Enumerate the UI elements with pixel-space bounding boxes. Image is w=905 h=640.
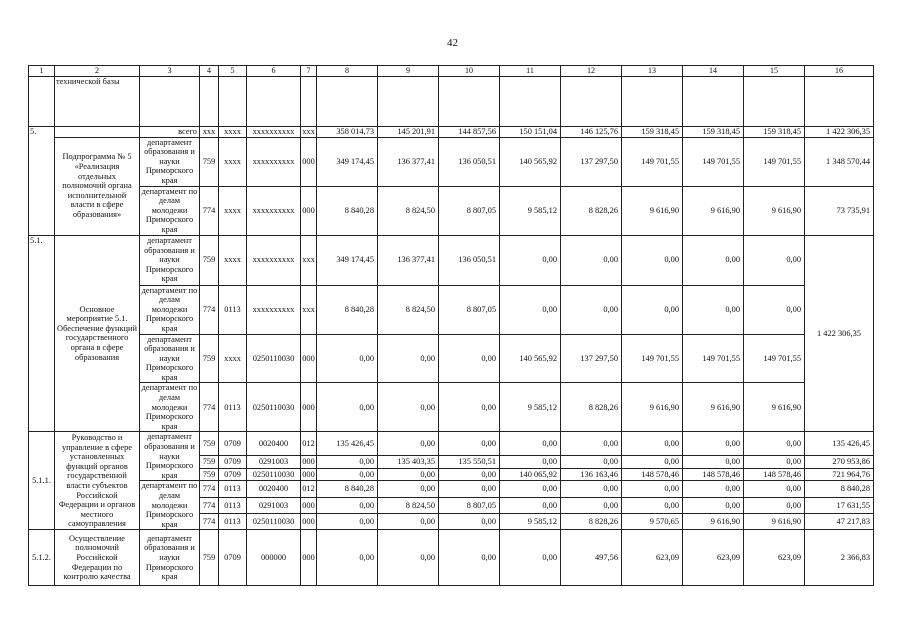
value-cell: 000 [301, 468, 317, 481]
table-row [29, 186, 874, 235]
value-cell: 9 616,90 [744, 514, 805, 530]
value-cell: xxxx [219, 127, 247, 138]
empty-cell [247, 77, 301, 127]
value-cell: 8 807,05 [439, 497, 500, 513]
value-cell: 146 125,76 [561, 127, 622, 138]
value-cell: 136 377,41 [378, 137, 439, 186]
value-cell: 135 403,35 [378, 455, 439, 468]
value-cell: 0,00 [317, 334, 378, 383]
empty-cell [805, 77, 874, 127]
value-cell: 0,00 [500, 285, 561, 334]
value-cell: 0,00 [317, 383, 378, 432]
value-cell: 0,00 [683, 455, 744, 468]
value-cell: 0,00 [561, 481, 622, 497]
value-cell: 0291003 [247, 455, 301, 468]
column-header: 7 [301, 66, 317, 77]
value-cell: 0,00 [439, 514, 500, 530]
value-cell: 9 585,12 [500, 186, 561, 235]
value-cell: 0,00 [439, 481, 500, 497]
value-cell: 0,00 [622, 285, 683, 334]
value-cell: 0020400 [247, 432, 301, 455]
table-row [29, 383, 874, 432]
value-cell: 0113 [219, 285, 247, 334]
value-cell: 145 201,91 [378, 127, 439, 138]
column-header: 6 [247, 66, 301, 77]
value-cell: 774 [200, 383, 219, 432]
table-row [29, 481, 874, 497]
table-row [29, 432, 874, 455]
value-cell: 140 565,92 [500, 334, 561, 383]
value-cell: 0113 [219, 383, 247, 432]
department-cell: департамент по делам молодежи Приморского края [140, 383, 200, 432]
value-cell: 136 377,41 [378, 235, 439, 285]
row-number: 5.1.1. [29, 432, 55, 530]
empty-cell [622, 77, 683, 127]
value-cell: 8 828,26 [561, 514, 622, 530]
value-cell: 137 297,50 [561, 137, 622, 186]
value-cell: 8 840,28 [317, 481, 378, 497]
value-cell: 9 616,90 [622, 186, 683, 235]
value-cell: 358 014,73 [317, 127, 378, 138]
value-cell: 149 701,55 [683, 334, 744, 383]
value-cell: 135 426,45 [317, 432, 378, 455]
value-cell: 0,00 [317, 497, 378, 513]
value-cell: 149 701,55 [744, 334, 805, 383]
column-header: 14 [683, 66, 744, 77]
value-cell: 0709 [219, 432, 247, 455]
column-header: 13 [622, 66, 683, 77]
value-cell: 17 631,55 [805, 497, 874, 513]
department-cell: департамент по делам молодежи Приморского края [140, 481, 200, 530]
value-cell: 137 297,50 [561, 334, 622, 383]
value-cell: 774 [200, 186, 219, 235]
column-header: 16 [805, 66, 874, 77]
budget-table [28, 65, 874, 586]
empty-cell [683, 77, 744, 127]
value-cell: 148 578,46 [622, 468, 683, 481]
empty-cell [561, 77, 622, 127]
value-cell: 9 585,12 [500, 383, 561, 432]
value-cell: 0,00 [561, 432, 622, 455]
value-cell: 9 616,90 [683, 383, 744, 432]
value-cell: 8 828,26 [561, 186, 622, 235]
value-cell: xxx [200, 127, 219, 138]
value-cell: 149 701,55 [683, 137, 744, 186]
value-cell: 150 151,04 [500, 127, 561, 138]
value-cell: 2 366,83 [805, 530, 874, 586]
value-cell: xxxxxxxxxx [247, 186, 301, 235]
value-cell: 140 065,92 [500, 468, 561, 481]
value-cell: 73 735,91 [805, 186, 874, 235]
value-cell: 148 578,46 [683, 468, 744, 481]
value-cell: 0,00 [500, 481, 561, 497]
row-name: Подпрограмма № 5 «Реализация отдельных полномочий органа исполнительной власти в сфере образования» [55, 137, 140, 235]
value-cell: 0020400 [247, 481, 301, 497]
value-cell: 136 050,51 [439, 137, 500, 186]
value-cell: 000000 [247, 530, 301, 586]
value-cell: 1 422 306,35 [805, 127, 874, 138]
value-cell: 135 426,45 [805, 432, 874, 455]
value-cell: 012 [301, 481, 317, 497]
value-cell: 149 701,55 [744, 137, 805, 186]
value-cell: 623,09 [622, 530, 683, 586]
value-cell: 149 701,55 [622, 137, 683, 186]
value-cell: 759 [200, 530, 219, 586]
table-row [29, 127, 874, 138]
value-cell: xxxxxxxxxx [247, 137, 301, 186]
value-cell: 0709 [219, 468, 247, 481]
total-label: всего [140, 127, 200, 138]
value-cell: 0,00 [378, 383, 439, 432]
continuation-row [29, 77, 874, 127]
value-cell: 497,56 [561, 530, 622, 586]
value-cell: 000 [301, 497, 317, 513]
row-number: 5.1.2. [29, 530, 55, 586]
value-cell: 9 616,90 [744, 383, 805, 432]
value-cell: 0,00 [317, 530, 378, 586]
value-cell: 000 [301, 137, 317, 186]
row-name: Руководство и управление в сфере установленных функций органов государственной власти субъектов Российской Федерации и органов местного самоуправления [55, 432, 140, 530]
value-cell: 0,00 [439, 334, 500, 383]
page-number: 42 [447, 37, 458, 49]
value-cell: 0,00 [622, 497, 683, 513]
value-cell: 0,00 [500, 235, 561, 285]
value-cell: 0,00 [439, 468, 500, 481]
value-cell: 0,00 [744, 455, 805, 468]
value-cell: 0,00 [683, 235, 744, 285]
value-cell: xxxx [219, 235, 247, 285]
value-cell: 0,00 [439, 432, 500, 455]
value-cell: 149 701,55 [622, 334, 683, 383]
value-cell: 774 [200, 514, 219, 530]
value-cell: 144 857,56 [439, 127, 500, 138]
value-cell: 8 828,26 [561, 383, 622, 432]
value-cell: 000 [301, 455, 317, 468]
value-cell: 0113 [219, 481, 247, 497]
column-header: 11 [500, 66, 561, 77]
table-row [29, 235, 874, 285]
value-cell: 774 [200, 497, 219, 513]
column-header: 3 [140, 66, 200, 77]
department-cell: департамент по делам молодежи Приморского края [140, 285, 200, 334]
value-cell: 623,09 [744, 530, 805, 586]
value-cell: 0,00 [500, 432, 561, 455]
value-cell: 0,00 [744, 235, 805, 285]
value-cell: 0250110030 [247, 334, 301, 383]
department-cell: департамент образования и науки Приморского края [140, 137, 200, 186]
department-cell: департамент образования и науки Приморского края [140, 432, 200, 481]
value-cell: 0250110030 [247, 514, 301, 530]
empty-cell [140, 77, 200, 127]
empty-cell [200, 77, 219, 127]
value-cell: 0,00 [744, 481, 805, 497]
column-header: 9 [378, 66, 439, 77]
value-cell: xxxxxxxxxx [247, 235, 301, 285]
value-cell: 0113 [219, 514, 247, 530]
department-cell: департамент образования и науки Приморского края [140, 530, 200, 586]
value-cell: 0113 [219, 497, 247, 513]
value-cell: 000 [301, 530, 317, 586]
value-cell: 0,00 [500, 497, 561, 513]
value-cell: 0,00 [744, 497, 805, 513]
value-cell: 9 585,12 [500, 514, 561, 530]
column-header: 10 [439, 66, 500, 77]
value-cell: 0,00 [500, 530, 561, 586]
value-cell: 774 [200, 481, 219, 497]
value-cell: 8 840,28 [317, 285, 378, 334]
value-cell: 000 [301, 334, 317, 383]
value-cell: 0,00 [622, 235, 683, 285]
value-cell: 0,00 [317, 514, 378, 530]
value-cell: 759 [200, 468, 219, 481]
column-header: 1 [29, 66, 55, 77]
department-cell: департамент по делам молодежи Приморского края [140, 186, 200, 235]
value-cell: 0,00 [622, 432, 683, 455]
value-cell: 0250110030 [247, 383, 301, 432]
value-cell: 759 [200, 432, 219, 455]
table-row [29, 530, 874, 586]
value-cell: 000 [301, 383, 317, 432]
value-cell: 159 318,45 [744, 127, 805, 138]
value-cell: 0,00 [561, 455, 622, 468]
column-header: 2 [55, 66, 140, 77]
column-header: 12 [561, 66, 622, 77]
department-cell: департамент образования и науки Приморского края [140, 235, 200, 285]
value-cell: 0,00 [744, 285, 805, 334]
table-row [29, 334, 874, 383]
value-cell: 136 050,51 [439, 235, 500, 285]
value-cell: 8 840,28 [317, 186, 378, 235]
value-cell: xxxx [219, 137, 247, 186]
value-cell: 0,00 [683, 432, 744, 455]
empty-cell [744, 77, 805, 127]
value-cell: 0,00 [317, 455, 378, 468]
value-cell: 759 [200, 334, 219, 383]
value-cell: 774 [200, 285, 219, 334]
value-cell: 8 807,05 [439, 285, 500, 334]
column-header: 8 [317, 66, 378, 77]
value-cell: 8 807,05 [439, 186, 500, 235]
value-cell: 0,00 [378, 432, 439, 455]
value-cell: 159 318,45 [683, 127, 744, 138]
table-row [29, 137, 874, 186]
row-name: Основное мероприятие 5.1. Обеспечение функций государственного органа в сфере образования [55, 235, 140, 432]
value-cell: 0,00 [378, 334, 439, 383]
value-cell: 159 318,45 [622, 127, 683, 138]
value-cell: 270 953,86 [805, 455, 874, 468]
value-cell: 000 [301, 186, 317, 235]
row-number: 5.1. [29, 235, 55, 432]
value-cell: 623,09 [683, 530, 744, 586]
empty-cell [317, 77, 378, 127]
value-cell: xxxxxxxxxx [247, 127, 301, 138]
value-cell: 0,00 [439, 383, 500, 432]
value-cell: 759 [200, 137, 219, 186]
value-cell: 135 550,51 [439, 455, 500, 468]
value-cell: 9 570,65 [622, 514, 683, 530]
value-cell: 8 824,50 [378, 285, 439, 334]
header-row [29, 66, 874, 77]
value-cell: 0,00 [500, 455, 561, 468]
column-header: 4 [200, 66, 219, 77]
value-cell: 0,00 [561, 235, 622, 285]
department-cell: департамент образования и науки Приморского края [140, 334, 200, 383]
value-cell: xxx [301, 235, 317, 285]
empty-cell [29, 77, 55, 127]
value-cell: xxxx [219, 186, 247, 235]
value-cell: 000 [301, 514, 317, 530]
value-cell: 759 [200, 455, 219, 468]
value-cell: 8 824,50 [378, 186, 439, 235]
value-cell: 0709 [219, 530, 247, 586]
value-cell: 0,00 [378, 514, 439, 530]
empty-cell [500, 77, 561, 127]
value-cell: 0709 [219, 455, 247, 468]
value-cell: 721 964,76 [805, 468, 874, 481]
empty-cell [55, 127, 140, 138]
empty-cell [439, 77, 500, 127]
value-cell: 0,00 [683, 497, 744, 513]
value-cell: 0,00 [683, 481, 744, 497]
value-cell: 0,00 [622, 455, 683, 468]
value-cell: 349 174,45 [317, 235, 378, 285]
table-row [29, 285, 874, 334]
value-cell: 9 616,90 [683, 514, 744, 530]
row-number: 5. [29, 127, 55, 236]
empty-cell [219, 77, 247, 127]
empty-cell [301, 77, 317, 127]
value-cell: xxx [301, 285, 317, 334]
value-cell: 140 565,92 [500, 137, 561, 186]
value-cell: 9 616,90 [683, 186, 744, 235]
value-cell: xxxx [219, 334, 247, 383]
total-cell: 1 422 306,35 [805, 235, 874, 432]
value-cell: 0,00 [378, 468, 439, 481]
column-header: 5 [219, 66, 247, 77]
value-cell: 8 824,50 [378, 497, 439, 513]
value-cell: 0,00 [683, 285, 744, 334]
value-cell: 0,00 [561, 285, 622, 334]
row-name: Осуществление полномочий Российской Федерации по контролю качества [55, 530, 140, 586]
value-cell: 0,00 [744, 432, 805, 455]
value-cell: 0,00 [378, 530, 439, 586]
value-cell: 47 217,83 [805, 514, 874, 530]
value-cell: xxxxxxxxxx [247, 285, 301, 334]
value-cell: xxx [302, 127, 315, 136]
value-cell: 759 [200, 235, 219, 285]
value-cell: 349 174,45 [317, 137, 378, 186]
value-cell: 0,00 [378, 481, 439, 497]
value-cell: 0,00 [622, 481, 683, 497]
value-cell: 136 163,46 [561, 468, 622, 481]
empty-cell [378, 77, 439, 127]
row-name: технической базы [55, 77, 140, 127]
value-cell: 012 [301, 432, 317, 455]
value-cell: 0250110030 [247, 468, 301, 481]
value-cell: 9 616,90 [622, 383, 683, 432]
value-cell: 1 348 570,44 [805, 137, 874, 186]
value-cell: 0,00 [317, 468, 378, 481]
column-header: 15 [744, 66, 805, 77]
value-cell: 148 578,46 [744, 468, 805, 481]
value-cell: 0,00 [561, 497, 622, 513]
value-cell: 8 840,28 [805, 481, 874, 497]
value-cell: 0,00 [439, 530, 500, 586]
value-cell: 9 616,90 [744, 186, 805, 235]
value-cell: 0291003 [247, 497, 301, 513]
